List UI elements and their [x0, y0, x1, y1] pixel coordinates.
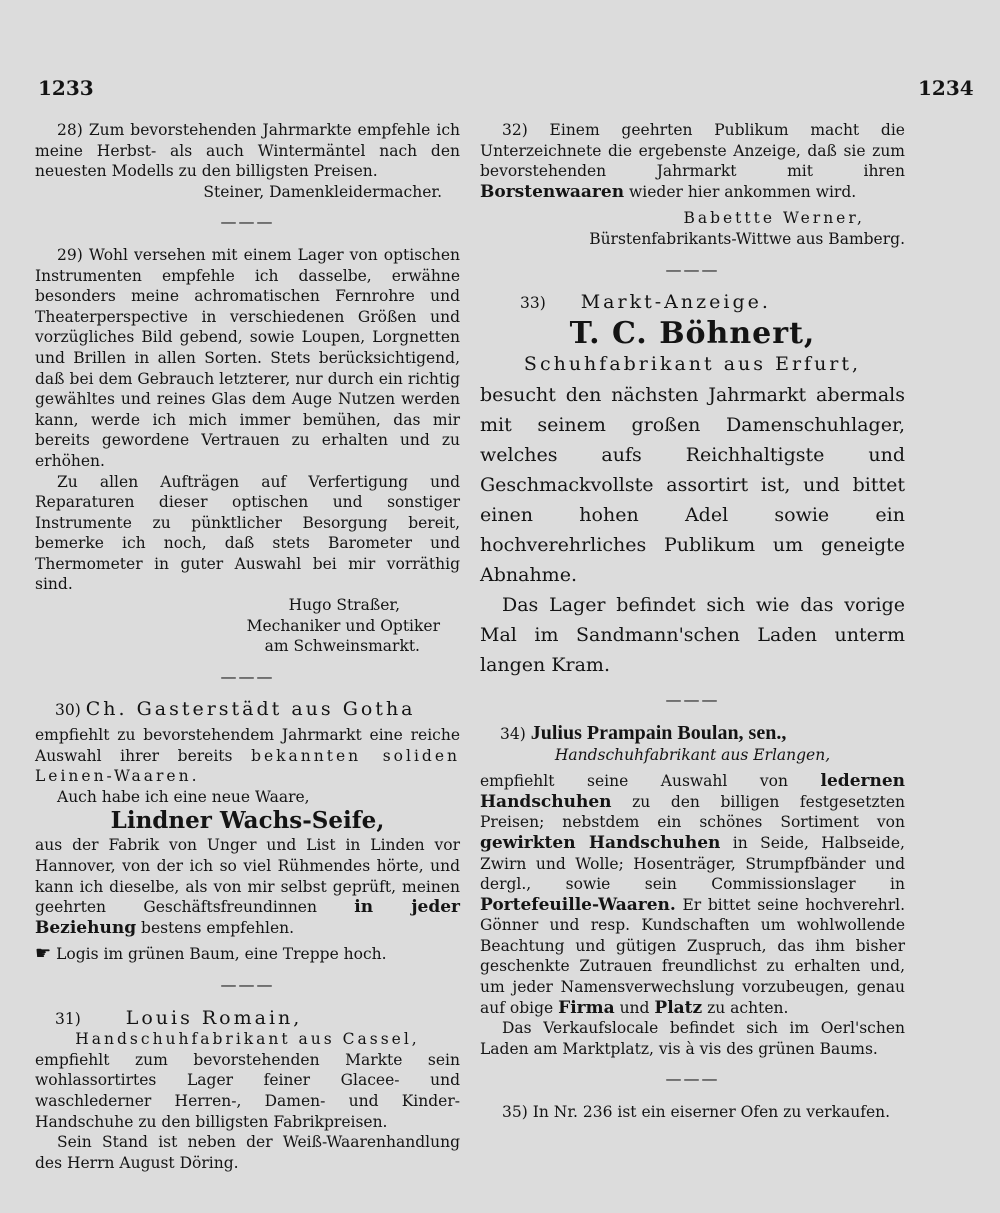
ad-text-bold: gewirkten Handschuhen — [480, 832, 721, 853]
ad-heading: Louis Romain, — [125, 1006, 303, 1029]
ad-text-bold: Borstenwaaren — [480, 181, 625, 202]
ad-text-bold: Firma — [558, 997, 615, 1018]
left-column — [35, 120, 460, 1173]
ad-subheading: Handschuhfabrikant aus Erlangen, — [554, 745, 831, 764]
separator: ——— — [220, 666, 275, 686]
ad-number: 33) — [520, 294, 546, 313]
separator: ——— — [220, 212, 275, 232]
ad-text-bold: ledernen Handschuhen — [480, 771, 905, 812]
ad-text: zu achten. — [707, 998, 789, 1017]
ad-text: zu den billigen festgesetzten Preisen; nebstdem ein schönes Sortiment von — [480, 792, 905, 832]
page-number-right: 1234 — [918, 76, 974, 100]
ad-text: wieder hier ankommen wird. — [629, 182, 857, 201]
ad-31-text: empfiehlt zum bevorstehenden Markte sein wohlassortirtes Lager feiner Glacee- und waschlederner Herren-, Damen- und Kinder-Handschuhe zu den billigsten Fabrikpreisen. — [35, 1050, 460, 1131]
ad-signature: Babettte Werner, — [683, 209, 865, 228]
ad-signature: Steiner, Damenkleidermacher. — [203, 182, 442, 201]
ad-text: empfiehlt seine Auswahl von — [480, 772, 788, 791]
ad-number: 32) — [502, 121, 528, 139]
ad-30-text — [35, 725, 460, 787]
ad-number: 31) — [55, 1009, 81, 1028]
ad-30-text-2: Auch habe ich eine neue Waare, — [57, 787, 310, 806]
ad-34-heading — [480, 723, 905, 745]
ad-heading: Julius Prampain Boulan, sen., — [530, 721, 787, 744]
pointing-hand-icon: ☛ — [35, 943, 52, 965]
separator: ——— — [665, 690, 720, 710]
ad-33-text-2: Das Lager befindet sich wie das vorige Mal im Sandmann'schen Laden unterm langen Kram. — [480, 594, 905, 677]
ad-text: empfiehlt zu bevorstehendem Jahrmarkt eine reiche Auswahl ihrer bereits — [35, 726, 460, 765]
ad-34-text — [480, 771, 905, 1018]
ad-signature-role: Mechaniker und Optiker — [246, 616, 440, 635]
ad-31-heading — [35, 1008, 460, 1030]
ad-text: Logis im grünen Baum, eine Treppe hoch. — [56, 945, 387, 964]
ad-number: 35) — [502, 1103, 528, 1122]
ad-33-text: besucht den nächsten Jahrmarkt abermals mit seinem großen Damenschuhlager, welches aufs Reichhaltigste und Geschmackvollste assortirt ist, und bittet einen hohen Adel sowie ein hochverehrliches Publikum um geneigte Abnahme. — [480, 384, 905, 587]
ad-text: In Nr. 236 ist ein eiserner Ofen zu verkaufen. — [532, 1103, 891, 1122]
page-number-left: 1233 — [38, 76, 94, 100]
ad-heading: T. C. Böhnert, — [569, 315, 816, 351]
right-column — [480, 120, 905, 1123]
ad-number: 34) — [500, 724, 526, 743]
ad-text: in Seide, Halbseide, Zwirn und Wolle; Hosenträger, Strumpfbänder und dergl., sowie sein Commissionslager in — [480, 833, 905, 894]
ad-text-spaced: bekannten soliden Leinen-Waaren. — [35, 746, 460, 786]
separator: ——— — [665, 1069, 720, 1089]
ad-signature-place: am Schweinsmarkt. — [264, 637, 420, 656]
ad-29-text — [35, 245, 460, 472]
ad-number: 28) — [57, 121, 83, 139]
ad-32 — [480, 120, 905, 202]
ad-text: Einem geehrten Publikum macht die Unterzeichnete die ergebenste Anzeige, daß sie zum bevorstehenden Jahrmarkt mit ihren — [480, 121, 905, 181]
ad-30-lodging — [35, 944, 460, 965]
ad-29-text-2: Zu allen Aufträgen auf Verfertigung und Reparaturen dieser optischen und sonstiger Instrumente zu pünktlicher Besorgung bereit, bemerke ich noch, daß stets Barometer und Thermometer in guter Auswahl bei mir vorräthig sind. — [35, 472, 460, 594]
ad-title: Markt-Anzeige. — [580, 291, 771, 314]
separator: ——— — [220, 974, 275, 994]
ad-text: aus der Fabrik von Unger und List in Linden vor Hannover, von der ich so viel Rühmendes hörte, und kann ich dieselbe, als von mir selbst geprüft, meinen geehrten Geschäftsfreundinnen — [35, 836, 460, 917]
ad-28 — [35, 120, 460, 182]
ad-subheading: Handschuhfabrikant aus Cassel, — [75, 1030, 420, 1049]
ad-text: Wohl versehen mit einem Lager von optischen Instrumenten empfehle ich dasselbe, erwähne besonders meine achromatischen Fernrohre und Theaterperspective in verschiedenen Größen und vorzügliches Bild gebend, sowie Loupen, Lorgnetten und Brillen in allen Sorten. Stets berücksichtigend, daß bei dem Gebrauch letzterer, nur durch ein richtig gewähltes und reines Glas dem Auge Nutzen werden kann, werde ich mich immer bemühen, das mir bereits gewordene Vertrauen zu erhalten und zu erhöhen. — [35, 245, 460, 470]
ad-31-text-2: Sein Stand ist neben der Weiß-Waarenhandlung des Herrn August Döring. — [35, 1133, 460, 1172]
ad-number: 29) — [57, 245, 83, 264]
separator: ——— — [665, 259, 720, 279]
ad-signature: Hugo Straßer, — [288, 596, 400, 615]
ad-text: bestens empfehlen. — [141, 918, 295, 937]
ad-text: Er bittet seine hochverehrl. Gönner und resp. Kundschaften um wohlwollende Beachtung und gütigen Zuspruch, das ihm bisher geschenkte Zutrauen freundlichst zu erhalten und, um jeder Namensverwechslung vorzubeugen, genau auf obige — [480, 895, 905, 1017]
ad-signature-role: Bürstenfabrikants-Wittwe aus Bamberg. — [589, 229, 905, 248]
ad-product: Lindner Wachs-Seife, — [110, 807, 385, 835]
ad-number: 30) — [55, 701, 81, 720]
ad-subheading: Schuhfabrikant aus Erfurt, — [523, 352, 862, 375]
ad-text-bold: Portefeuille-Waaren. — [480, 894, 676, 915]
ad-heading: Ch. Gasterstädt aus Gotha — [85, 698, 416, 721]
ad-30-text-3 — [35, 835, 460, 938]
ad-35 — [480, 1102, 905, 1123]
ad-33-title — [480, 292, 905, 314]
ad-text: Zum bevorstehenden Jahrmarkte empfehle ich meine Herbst- als auch Wintermäntel nach den neuesten Modells zu den billigsten Preisen. — [35, 121, 461, 181]
ad-text: und — [619, 998, 650, 1017]
ad-30-heading — [35, 699, 460, 721]
ad-text-bold: Platz — [654, 997, 703, 1018]
ad-34-text-2: Das Verkaufslocale befindet sich im Oerl'schen Laden am Marktplatz, vis à vis des grünen Baums. — [480, 1019, 905, 1058]
ad-text-bold: in jeder Beziehung — [35, 897, 460, 938]
